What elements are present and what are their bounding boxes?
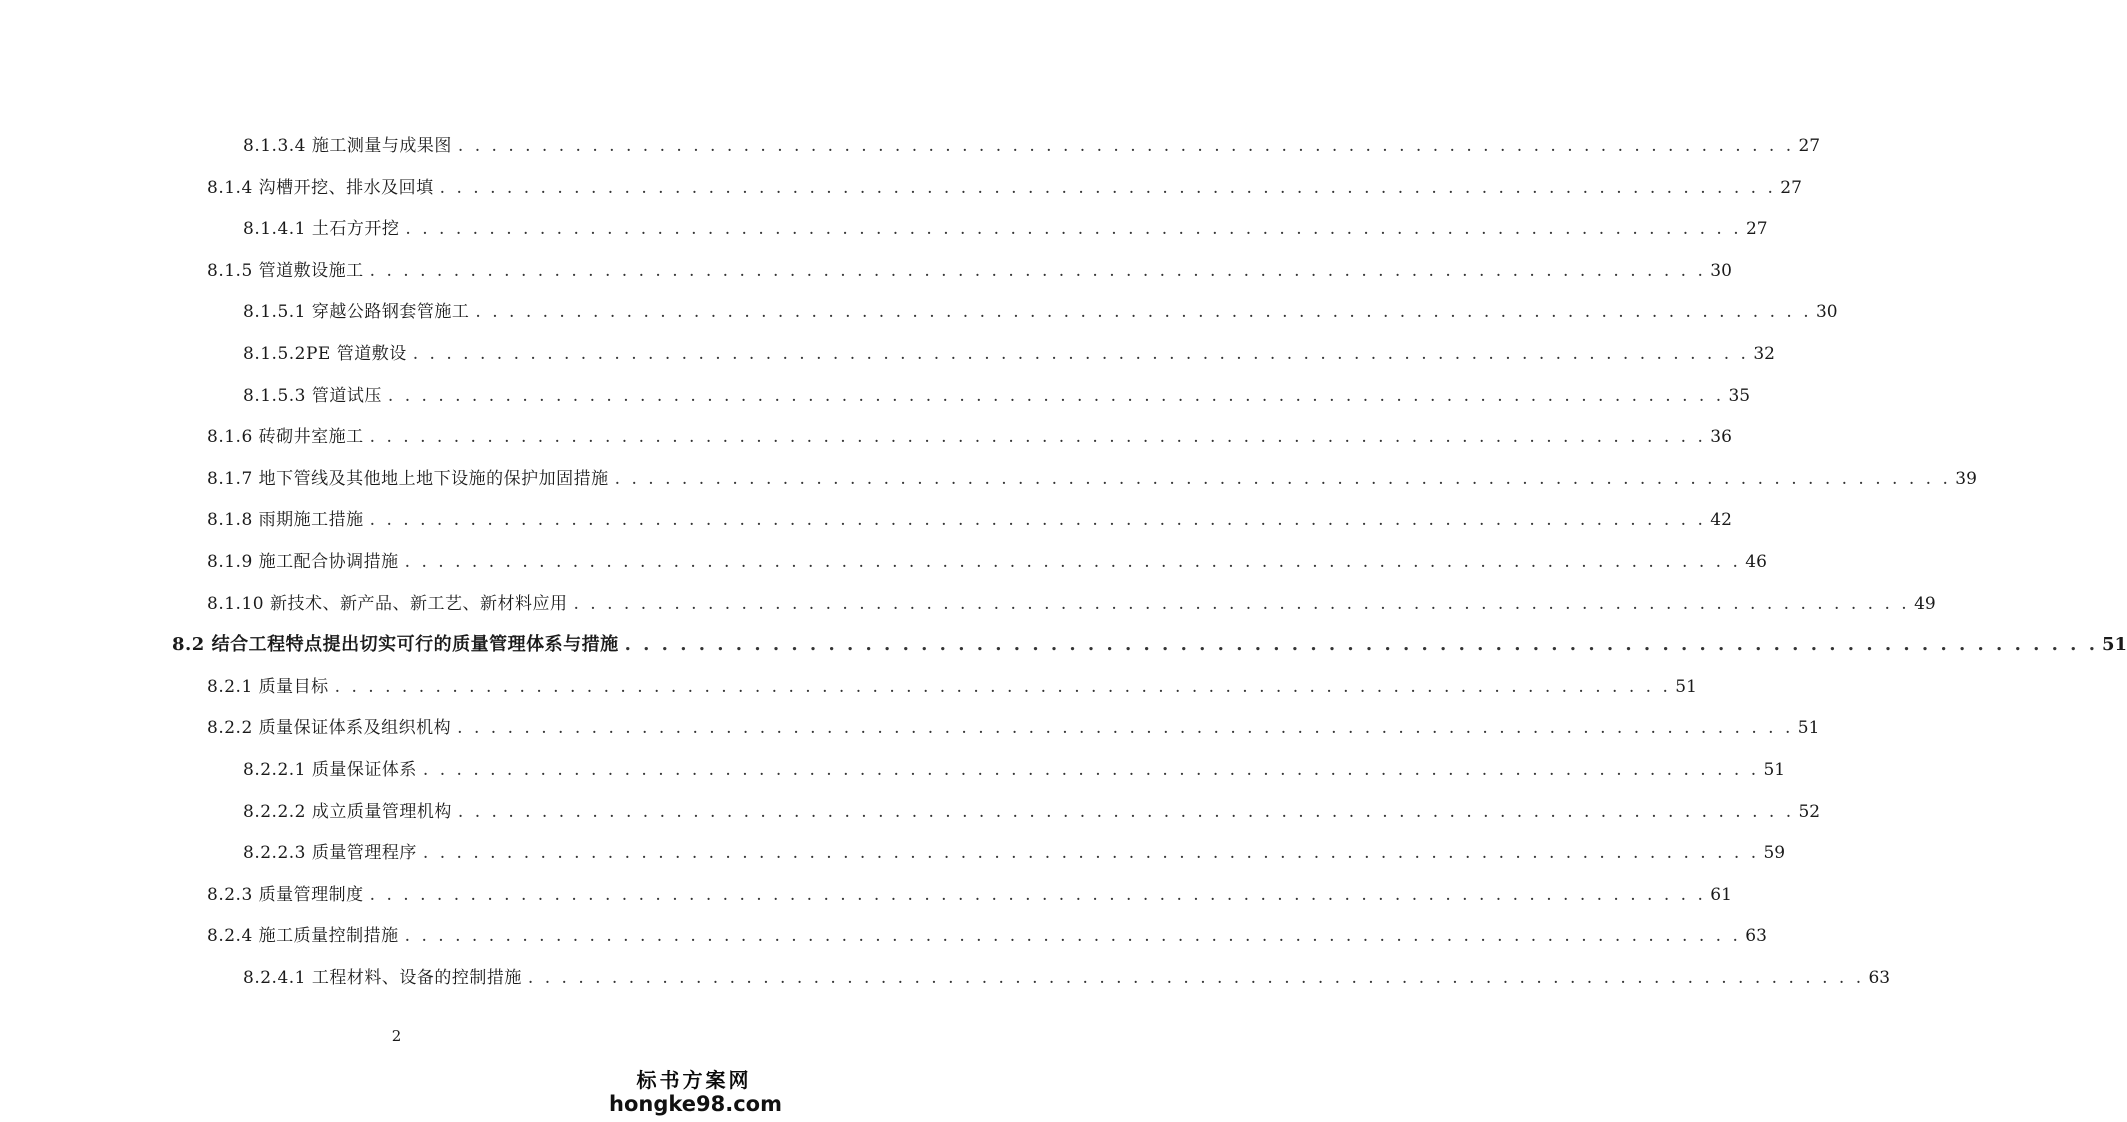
toc-entry-title: 8.2.4 施工质量控制措施 — [207, 926, 399, 946]
toc-entry[interactable] — [172, 632, 2127, 658]
toc-leader-dots: . . . . . . . . . . . . . . . . . . . . . . . . . . . . . . . . . . . . . . . . . . . . . . . . . . . . . . . . . . . . . . . . . . . . . . . . . . . . . . . . — [422, 760, 1760, 780]
toc-leader-dots: . . . . . . . . . . . . . . . . . . . . . . . . . . . . . . . . . . . . . . . . . . . . . . . . . . . . . . . . . . . . . . . . . . . . . . . . . . . . . . . . — [405, 219, 1742, 239]
toc-entry-title: 8.1.5.2PE 管道敷设 — [243, 344, 407, 364]
toc-entry-page: 51 — [2101, 634, 2127, 655]
toc-entry-page: 27 — [1798, 136, 1821, 156]
toc-entry[interactable] — [207, 715, 1820, 741]
toc-entry-page: 36 — [1710, 427, 1732, 447]
toc-leader-dots: . . . . . . . . . . . . . . . . . . . . . . . . . . . . . . . . . . . . . . . . . . . . . . . . . . . . . . . . . . . . . . . . . . . . . . . . . . . . . . . . — [527, 968, 1865, 988]
toc-entry[interactable] — [243, 341, 1775, 367]
toc-leader-dots: . . . . . . . . . . . . . . . . . . . . . . . . . . . . . . . . . . . . . . . . . . . . . . . . . . . . . . . . . . . . . . . . . . . . . . . . . . . . . . . . — [422, 843, 1760, 863]
toc-entry[interactable] — [207, 882, 1732, 908]
toc-entry[interactable] — [207, 258, 1732, 284]
toc-entry-title: 8.1.5.1 穿越公路钢套管施工 — [243, 302, 470, 322]
watermark-logo — [609, 1068, 782, 1116]
toc-leader-dots: . . . . . . . . . . . . . . . . . . . . . . . . . . . . . . . . . . . . . . . . . . . . . . . . . . . . . . . . . . . . . . . . . . . . . . . . . . . . . . . . — [369, 427, 1706, 447]
toc-leader-dots: . . . . . . . . . . . . . . . . . . . . . . . . . . . . . . . . . . . . . . . . . . . . . . . . . . . . . . . . . . . . . . . . . . . . . . . . . . . . . . . . — [387, 386, 1725, 406]
page-number: 2 — [391, 1027, 402, 1045]
toc-entry-page: 49 — [1914, 594, 1936, 614]
toc-entry-title: 8.2.2 质量保证体系及组织机构 — [207, 718, 452, 738]
toc-entry-page: 32 — [1753, 344, 1775, 364]
toc-entry-page: 52 — [1798, 802, 1821, 822]
toc-entry-title: 8.1.3.4 施工测量与成果图 — [243, 136, 452, 156]
toc-entry-title: 8.1.4 沟槽开挖、排水及回填 — [207, 178, 434, 198]
toc-entry-title: 8.2.2.3 质量管理程序 — [243, 843, 417, 863]
toc-entry-page: 51 — [1763, 760, 1786, 780]
toc-entry-page: 27 — [1745, 219, 1768, 239]
toc-entry-page: 59 — [1763, 843, 1786, 863]
watermark-site: hongke98.com — [609, 1092, 782, 1116]
watermark-title: 标书方案网 — [636, 1068, 752, 1092]
toc-entry-page: 51 — [1675, 677, 1697, 697]
toc-entry[interactable] — [207, 923, 1767, 949]
toc-leader-dots: . . . . . . . . . . . . . . . . . . . . . . . . . . . . . . . . . . . . . . . . . . . . . . . . . . . . . . . . . . . . . . . . . . . . . . . . . . . . . . . . — [475, 302, 1812, 322]
toc-entry-page: 39 — [1955, 469, 1977, 489]
toc-entry[interactable] — [243, 965, 1891, 991]
toc-entry-page: 35 — [1728, 386, 1751, 406]
toc-entry-title: 8.2.3 质量管理制度 — [207, 885, 364, 905]
toc-entry-page: 27 — [1780, 178, 1802, 198]
toc-leader-dots: . . . . . . . . . . . . . . . . . . . . . . . . . . . . . . . . . . . . . . . . . . . . . . . . . . . . . . . . . . . . . . . . . . . . . . . . . . . . . . . . — [404, 926, 1741, 946]
toc-entry-page: 42 — [1710, 510, 1732, 530]
toc-entry-page: 61 — [1710, 885, 1732, 905]
toc-entry-title: 8.2.1 质量目标 — [207, 677, 329, 697]
toc-entry[interactable] — [243, 299, 1838, 325]
toc-entry-title: 8.1.5.3 管道试压 — [243, 386, 382, 406]
toc-entry[interactable] — [243, 133, 1821, 159]
toc-entry-title: 8.2.2.2 成立质量管理机构 — [243, 802, 452, 822]
toc-leader-dots: . . . . . . . . . . . . . . . . . . . . . . . . . . . . . . . . . . . . . . . . . . . . . . . . . . . . . . . . . . . . . . . . . . . . . . . . . . . . . . . . — [457, 802, 1795, 822]
toc-entry-page: 63 — [1745, 926, 1767, 946]
toc-entry-title: 8.2.4.1 工程材料、设备的控制措施 — [243, 968, 522, 988]
toc-entry-title: 8.1.4.1 土石方开挖 — [243, 219, 400, 239]
toc-entry[interactable] — [207, 507, 1732, 533]
toc-entry-title: 8.1.9 施工配合协调措施 — [207, 552, 399, 572]
toc-entry[interactable] — [207, 424, 1732, 450]
toc-leader-dots: . . . . . . . . . . . . . . . . . . . . . . . . . . . . . . . . . . . . . . . . . . . . . . . . . . . . . . . . . . . . . . . . . . . . . . . . . . . . . . . . — [369, 510, 1706, 530]
toc-entry[interactable] — [243, 216, 1768, 242]
toc-entry[interactable] — [243, 757, 1786, 783]
toc-entry[interactable] — [207, 674, 1697, 700]
toc-entry-page: 30 — [1815, 302, 1838, 322]
toc-entry-page: 51 — [1797, 718, 1820, 738]
toc-entry[interactable] — [207, 175, 1802, 201]
toc-entry-title: 8.1.10 新技术、新产品、新工艺、新材料应用 — [207, 594, 568, 614]
toc-leader-dots: . . . . . . . . . . . . . . . . . . . . . . . . . . . . . . . . . . . . . . . . . . . . . . . . . . . . . . . . . . . . . . . . . . . . . . . . . . . . . . . . — [624, 634, 2098, 655]
toc-entry[interactable] — [243, 840, 1786, 866]
toc-entry[interactable] — [243, 799, 1821, 825]
toc-leader-dots: . . . . . . . . . . . . . . . . . . . . . . . . . . . . . . . . . . . . . . . . . . . . . . . . . . . . . . . . . . . . . . . . . . . . . . . . . . . . . . . . — [439, 178, 1776, 198]
toc-leader-dots: . . . . . . . . . . . . . . . . . . . . . . . . . . . . . . . . . . . . . . . . . . . . . . . . . . . . . . . . . . . . . . . . . . . . . . . . . . . . . . . . — [369, 885, 1706, 905]
toc-entry-title: 8.2.2.1 质量保证体系 — [243, 760, 417, 780]
toc-entry-title: 8.1.6 砖砌井室施工 — [207, 427, 364, 447]
toc-entry[interactable] — [207, 549, 1767, 575]
toc-entry-page: 46 — [1745, 552, 1767, 572]
toc-entry[interactable] — [207, 591, 1936, 617]
toc-leader-dots: . . . . . . . . . . . . . . . . . . . . . . . . . . . . . . . . . . . . . . . . . . . . . . . . . . . . . . . . . . . . . . . . . . . . . . . . . . . . . . . . — [369, 261, 1706, 281]
toc-entry-title: 8.1.5 管道敷设施工 — [207, 261, 364, 281]
toc-leader-dots: . . . . . . . . . . . . . . . . . . . . . . . . . . . . . . . . . . . . . . . . . . . . . . . . . . . . . . . . . . . . . . . . . . . . . . . . . . . . . . . . — [573, 594, 1910, 614]
toc-entry-title: 8.1.7 地下管线及其他地上地下设施的保护加固措施 — [207, 469, 609, 489]
toc-leader-dots: . . . . . . . . . . . . . . . . . . . . . . . . . . . . . . . . . . . . . . . . . . . . . . . . . . . . . . . . . . . . . . . . . . . . . . . . . . . . . . . . — [412, 344, 1749, 364]
toc-entry-page: 63 — [1868, 968, 1891, 988]
toc-entry-title: 8.2 结合工程特点提出切实可行的质量管理体系与措施 — [172, 634, 619, 655]
toc-leader-dots: . . . . . . . . . . . . . . . . . . . . . . . . . . . . . . . . . . . . . . . . . . . . . . . . . . . . . . . . . . . . . . . . . . . . . . . . . . . . . . . . — [614, 469, 1951, 489]
toc-entry-title: 8.1.8 雨期施工措施 — [207, 510, 364, 530]
toc-leader-dots: . . . . . . . . . . . . . . . . . . . . . . . . . . . . . . . . . . . . . . . . . . . . . . . . . . . . . . . . . . . . . . . . . . . . . . . . . . . . . . . . — [457, 718, 1794, 738]
toc-entry[interactable] — [207, 466, 1977, 492]
toc-leader-dots: . . . . . . . . . . . . . . . . . . . . . . . . . . . . . . . . . . . . . . . . . . . . . . . . . . . . . . . . . . . . . . . . . . . . . . . . . . . . . . . . — [404, 552, 1741, 572]
toc-leader-dots: . . . . . . . . . . . . . . . . . . . . . . . . . . . . . . . . . . . . . . . . . . . . . . . . . . . . . . . . . . . . . . . . . . . . . . . . . . . . . . . . — [334, 677, 1671, 697]
toc-entry[interactable] — [243, 383, 1751, 409]
toc-leader-dots: . . . . . . . . . . . . . . . . . . . . . . . . . . . . . . . . . . . . . . . . . . . . . . . . . . . . . . . . . . . . . . . . . . . . . . . . . . . . . . . . — [457, 136, 1795, 156]
toc-entry-page: 30 — [1710, 261, 1732, 281]
